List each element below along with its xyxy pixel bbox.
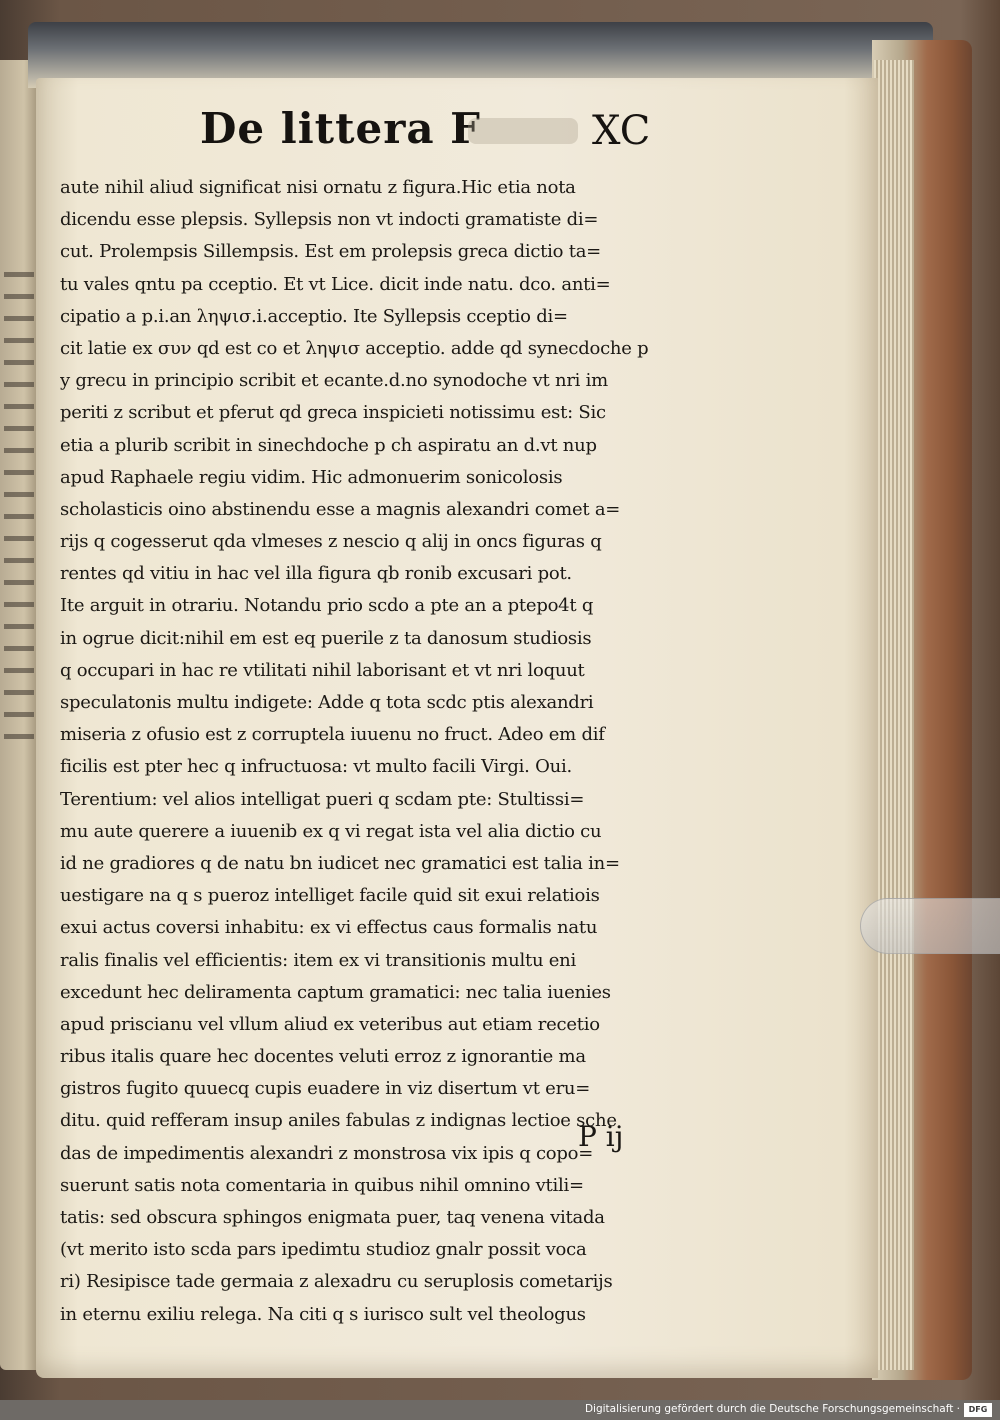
text-block (60, 172, 686, 1331)
text-line: cipatio a p.i.an ληψισ.i.acceptio. Ite Syllepsis cceptio di= (60, 305, 568, 327)
facing-page-edge (0, 60, 40, 1370)
footer-bar (0, 1400, 1000, 1420)
text-line: in ogrue dicit:nihil em est eq puerile z ta danosum studiosis (60, 627, 592, 649)
text-line: rentes qd vitiu in hac vel illa figura qb ronib excusari pot. (60, 563, 572, 585)
ink-smudge (468, 118, 578, 144)
text-line: id ne gradiores q de natu bn iudicet nec gramatici est talia in= (60, 852, 620, 874)
text-line: in eternu exiliu relega. Na citi q s iurisco sult vel theologus (60, 1303, 586, 1325)
text-line: etia a plurib scribit in sinechdoche p ch aspiratu an d.vt nup (60, 434, 597, 456)
text-line: y grecu in principio scribit et ecante.d.no synodoche vt nri im (60, 370, 608, 392)
text-line: gistros fugito quuecq cupis euadere in viz disertum vt eru= (60, 1078, 591, 1100)
text-line: tu vales qntu pa cceptio. Et vt Lice. dicit inde natu. dco. anti= (60, 273, 611, 295)
text-line: suerunt satis nota comentaria in quibus nihil omnino vtili= (60, 1174, 584, 1196)
page-stack-edges (874, 60, 914, 1370)
text-line: Ite arguit in otrariu. Notandu prio scdo a pte an a ptepo4t q (60, 595, 594, 617)
dfg-logo: DFG (964, 1403, 992, 1417)
text-line: cut. Prolempsis Sillempsis. Est em prolepsis greca dictio ta= (60, 241, 602, 263)
text-line: (vt merito isto scda pars ipedimtu studioz gnalr possit voca (60, 1239, 587, 1261)
text-line: excedunt hec deliramenta captum gramatici: nec talia iuenies (60, 981, 611, 1003)
text-line: tatis: sed obscura sphingos enigmata puer, taq venena vitada (60, 1207, 605, 1228)
running-head (200, 104, 670, 156)
text-line: rijs q cogesserut qda vlmeses z nescio q alij in oncs figuras q (60, 531, 602, 553)
text-line: mu aute querere a iuuenib ex q vi regat ista vel alia dictio cu (60, 820, 602, 842)
text-line: aute nihil aliud significat nisi ornatu z figura.Hic etia nota (60, 177, 576, 198)
footer-credit: Digitalisierung gefördert durch die Deutsche Forschungsgemeinschaft · (584, 1403, 960, 1415)
signature-mark: P ij (578, 1120, 624, 1153)
text-line: Terentium: vel alios intelligat pueri q scdam pte: Stultissi= (60, 788, 585, 810)
text-line: apud Raphaele regiu vidim. Hic admonuerim sonicolosis (60, 466, 563, 488)
text-line: uestigare na q s pueroz intelliget facile quid sit exui relatiois (60, 885, 600, 907)
folio-number: XC (592, 108, 651, 154)
text-line: scholasticis oino abstinendu esse a magnis alexandri comet a= (60, 498, 621, 520)
text-line: speculatonis multu indigete: Adde q tota scdc ptis alexandri (60, 692, 594, 713)
text-line: dicendu esse plepsis. Syllepsis non vt indocti gramatiste di= (60, 209, 599, 231)
bookmark-clip (860, 898, 1000, 954)
text-line: ficilis est pter hec q infructuosa: vt multo facili Virgi. Oui. (60, 756, 572, 778)
text-line: apud priscianu vel vllum aliud ex veteribus aut etiam recetio (60, 1013, 600, 1035)
text-line: exui actus coversi inhabitu: ex vi effectus caus formalis natu (60, 917, 598, 939)
text-line: ribus italis quare hec docentes veluti erroz z ignorantie ma (60, 1046, 586, 1068)
facing-page-text-fragment (4, 260, 34, 740)
text-line: das de impedimentis alexandri z monstrosa vix ipis q copo= (60, 1142, 594, 1164)
text-line: ralis finalis vel efficientis: item ex vi transitionis multu eni (60, 949, 577, 971)
text-line: periti z scribut et pferut qd greca inspicieti notissimu est: Sic (60, 402, 606, 424)
text-line: cit latie ex συν qd est co et ληψισ acceptio. adde qd synecdoche p (60, 337, 649, 359)
text-line: ditu. quid refferam insup aniles fabulas z indignas lectioe sche (60, 1110, 617, 1132)
running-head-title: De littera F (200, 104, 481, 153)
text-line: miseria z ofusio est z corruptela iuuenu no fruct. Adeo em dif (60, 724, 605, 746)
text-line: ri) Resipisce tade germaia z alexadru cu seruplosis cometarijs (60, 1271, 613, 1293)
text-line: q occupari in hac re vtilitati nihil laborisant et vt nri loquut (60, 659, 585, 681)
